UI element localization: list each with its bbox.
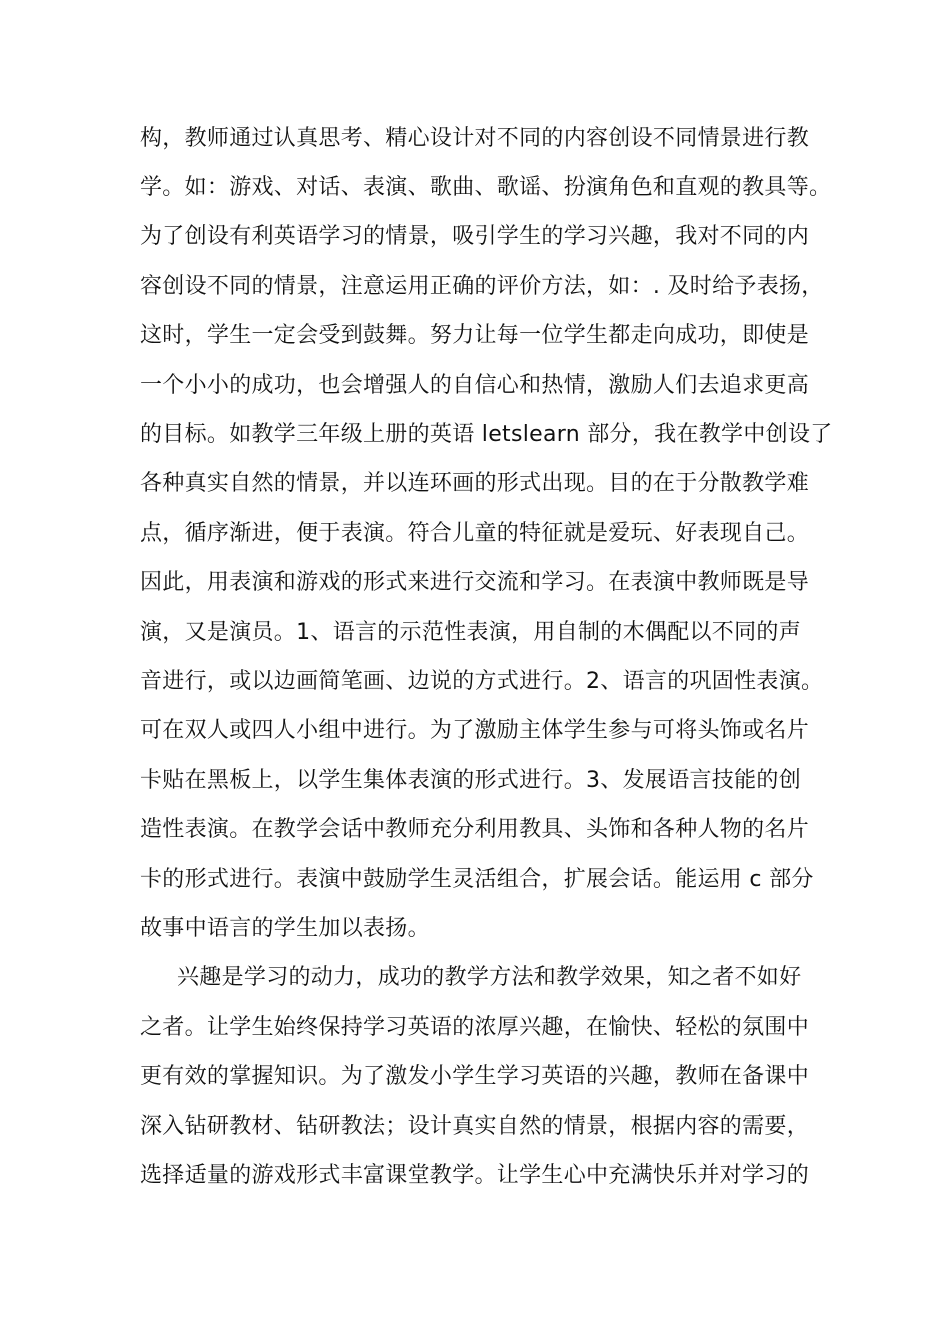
text-line: 因此，用表演和游戏的形式来进行交流和学习。在表演中教师既是导: [140, 570, 810, 595]
text-line: 故事中语言的学生加以表扬。: [140, 916, 430, 941]
text-line: 卡的形式进行。表演中鼓励学生灵活组合，扩展会话。能运用 c 部分: [140, 867, 814, 892]
text-line: 学。如：游戏、对话、表演、歌曲、歌谣、扮演角色和直观的教具等。: [140, 175, 832, 200]
text-line: 各种真实自然的情景，并以连环画的形式出现。目的在于分散教学难: [140, 471, 810, 496]
text-line: 卡贴在黑板上，以学生集体表演的形式进行。3、发展语言技能的创: [140, 768, 801, 793]
text-line: 造性表演。在教学会话中教师充分利用教具、头饰和各种人物的名片: [140, 817, 810, 842]
text-line: 点，循序渐进，便于表演。符合儿童的特征就是爱玩、好表现自己。: [140, 521, 810, 546]
text-line: 选择适量的游戏形式丰富课堂教学。让学生心中充满快乐并对学习的: [140, 1163, 810, 1188]
text-line: 可在双人或四人小组中进行。为了激励主体学生参与可将头饰或名片: [140, 718, 810, 743]
text-line: 兴趣是学习的动力，成功的教学方法和教学效果，知之者不如好: [177, 965, 802, 990]
text-line: 一个小小的成功，也会增强人的自信心和热情，激励人们去追求更高: [140, 373, 810, 398]
text-line: 的目标。如教学三年级上册的英语 letslearn 部分，我在教学中创设了: [140, 422, 833, 447]
text-line: 更有效的掌握知识。为了激发小学生学习英语的兴趣，教师在备课中: [140, 1064, 810, 1089]
text-line: 之者。让学生始终保持学习英语的浓厚兴趣，在愉快、轻松的氛围中: [140, 1015, 810, 1040]
text-line: 深入钻研教材、钻研教法；设计真实自然的情景，根据内容的需要，: [140, 1114, 810, 1139]
text-line: 演，又是演员。1、语言的示范性表演，用自制的木偶配以不同的声: [140, 620, 801, 645]
text-line: 为了创设有利英语学习的情景，吸引学生的学习兴趣，我对不同的内: [140, 224, 810, 249]
text-line: 容创设不同的情景，注意运用正确的评价方法，如：. 及时给予表扬，: [140, 274, 824, 299]
text-line: 构，教师通过认真思考、精心设计对不同的内容创设不同情景进行教: [140, 126, 810, 151]
text-line: 音进行，或以边画简笔画、边说的方式进行。2、语言的巩固性表演。: [140, 669, 824, 694]
text-line: 这时，学生一定会受到鼓舞。努力让每一位学生都走向成功，即使是: [140, 323, 810, 348]
